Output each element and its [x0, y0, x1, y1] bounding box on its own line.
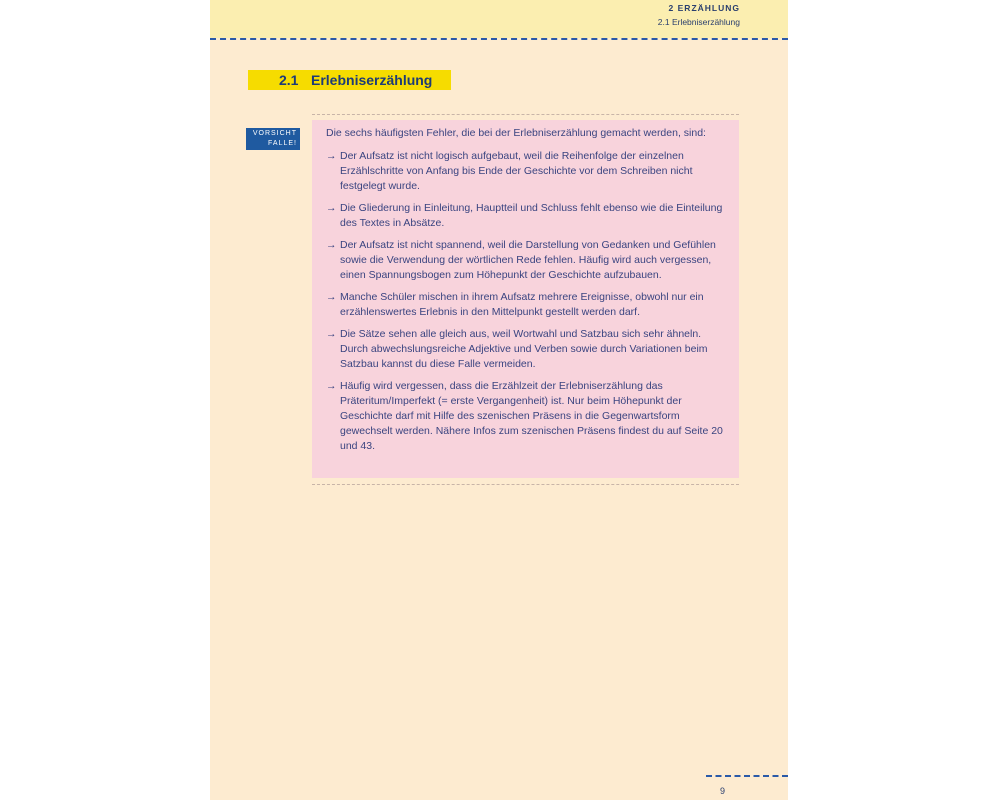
warning-badge: [246, 128, 300, 150]
header-divider: [210, 38, 788, 40]
list-item-text: Die Gliederung in Einleitung, Hauptteil und Schluss fehlt ebenso wie die Einteilung des Textes in Absätze.: [340, 202, 723, 229]
list-item: [326, 149, 726, 194]
section-number: 2.1: [279, 72, 299, 88]
footer-divider: [706, 775, 788, 777]
header-chapter-title: 2 ERZÄHLUNG: [668, 3, 740, 13]
arrow-right-icon: →: [326, 291, 337, 303]
book-page: [210, 0, 788, 800]
running-header: [210, 0, 788, 38]
page-number: 9: [720, 786, 726, 796]
section-title-text: Erlebniserzählung: [311, 72, 433, 88]
badge-line-1: VORSICHT: [252, 130, 297, 137]
list-item-text: Die Sätze sehen alle gleich aus, weil Wortwahl und Satzbau sich sehr ähneln. Durch abwechslungsreiche Adjektive und Verben sowie durch Variationen beim Satzbau kannst du diese Falle vermeiden.: [340, 328, 708, 370]
callout-bottom-divider: [312, 484, 739, 485]
list-item: [326, 290, 726, 320]
list-item-text: Manche Schüler mischen in ihrem Aufsatz mehrere Ereignisse, obwohl nur ein erzählenswertes Erlebnis in den Mittelpunkt gestellt werden darf.: [340, 291, 704, 318]
header-section-title: 2.1 Erlebniserzählung: [657, 17, 740, 27]
list-item: [326, 327, 726, 372]
arrow-right-icon: →: [326, 150, 337, 162]
list-item: [326, 201, 726, 231]
mistakes-list: [326, 149, 726, 461]
list-item-text: Der Aufsatz ist nicht spannend, weil die Darstellung von Gedanken und Gefühlen sowie die Verwendung der wörtlichen Rede fehlen. Häufig wird auch vergessen, einen Spannungsbogen zum Höhepunkt der Geschichte aufzubauen.: [340, 239, 716, 281]
arrow-right-icon: →: [326, 239, 337, 251]
badge-line-2: FALLE!: [268, 140, 297, 147]
callout-top-divider: [312, 114, 739, 115]
section-heading: [248, 70, 451, 90]
list-item: [326, 238, 726, 283]
list-item-text: Der Aufsatz ist nicht logisch aufgebaut, weil die Reihenfolge der einzelnen Erzählschritte von Anfang bis Ende der Geschichte vor dem Schreiben nicht festgelegt wurde.: [340, 150, 693, 192]
mistakes-callout-box: [312, 120, 739, 478]
arrow-right-icon: →: [326, 202, 337, 214]
callout-intro: Die sechs häufigsten Fehler, die bei der Erlebniserzählung gemacht werden, sind:: [326, 127, 706, 139]
arrow-right-icon: →: [326, 380, 337, 392]
list-item-text: Häufig wird vergessen, dass die Erzählzeit der Erlebniserzählung das Präteritum/Imperfekt (= erste Vergangenheit) ist. Nur beim Höhepunkt der Geschichte darf mit Hilfe des szenischen Präsens in die Gegenwartsform gewechselt werden. Nähere Infos zum szenischen Präsens findest du auf Seite 20 und 43.: [340, 380, 723, 452]
arrow-right-icon: →: [326, 328, 337, 340]
list-item: [326, 379, 726, 454]
